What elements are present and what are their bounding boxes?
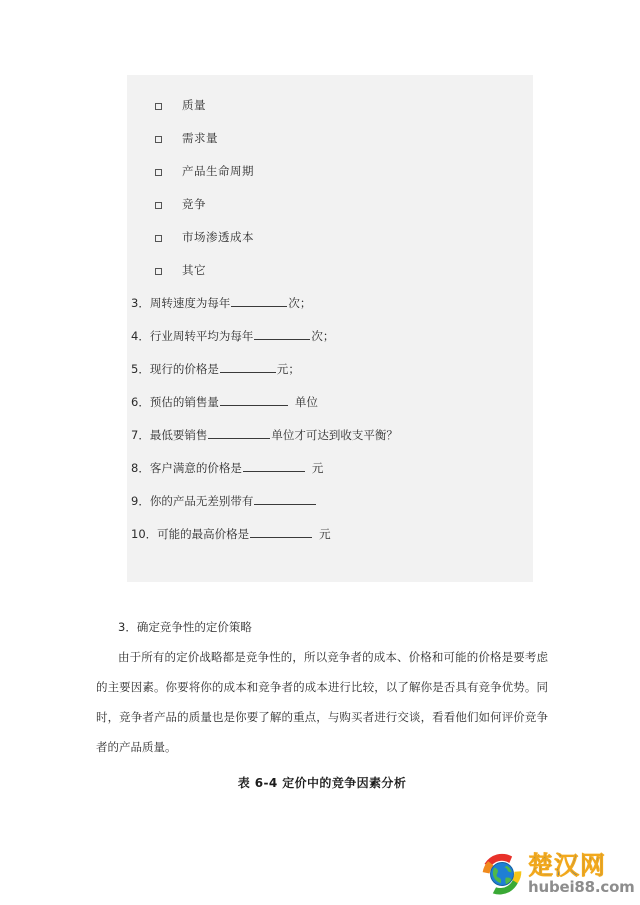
checkbox-square-icon[interactable] xyxy=(155,136,162,143)
list-item xyxy=(127,485,533,518)
question-text-before: 客户满意的价格是 xyxy=(149,461,242,475)
list-item xyxy=(127,122,533,155)
question-text-after: 单位才可达到收支平衡？ xyxy=(271,428,398,442)
list-item xyxy=(127,89,533,122)
checkbox-square-icon[interactable] xyxy=(155,103,162,110)
question-text-before: 现行的价格是 xyxy=(149,362,219,376)
bullet-label: 质量 xyxy=(182,98,206,112)
list-item xyxy=(127,155,533,188)
question-number: 8． xyxy=(131,461,150,475)
question-number: 5． xyxy=(131,362,150,376)
question-number: 4． xyxy=(131,329,150,343)
checkbox-square-icon[interactable] xyxy=(155,202,162,209)
question-text-before: 可能的最高价格是 xyxy=(157,527,250,541)
list-item xyxy=(127,188,533,221)
bullet-label: 产品生命周期 xyxy=(182,164,254,178)
fill-in-blank[interactable] xyxy=(254,327,310,340)
list-item xyxy=(127,518,533,551)
question-text-before: 最低要销售 xyxy=(149,428,208,442)
question-text-after: 元 xyxy=(319,527,331,541)
fill-in-blank[interactable] xyxy=(254,492,316,505)
question-number: 6． xyxy=(131,395,150,409)
list-item xyxy=(127,353,533,386)
checklist-callout-box xyxy=(127,75,533,582)
checkbox-square-icon[interactable] xyxy=(155,169,162,176)
list-item xyxy=(127,287,533,320)
question-text-after: 元 xyxy=(311,461,324,475)
list-item xyxy=(127,221,533,254)
bullet-label: 其它 xyxy=(182,263,206,277)
question-text-after: 元； xyxy=(276,362,300,376)
list-item xyxy=(127,254,533,287)
list-item xyxy=(127,320,533,353)
bullet-label: 市场渗透成本 xyxy=(182,230,254,244)
table-caption: 表 6-4 定价中的竞争因素分析 xyxy=(237,776,407,790)
fill-in-blank[interactable] xyxy=(250,525,312,538)
body-paragraph: 由于所有的定价战略都是竞争性的，所以竞争者的成本、价格和可能的价格是要考虑的主要因素。你要将你的成本和竞争者的成本进行比较，以了解你是否具有竞争优势。同时，竞争者产品的质量也是你要了解的重点，与购买者进行交谈，看看他们如何评价竞争者的产品质量。 xyxy=(96,650,548,754)
bullet-label: 竞争 xyxy=(182,197,206,211)
fill-in-blank[interactable] xyxy=(208,426,270,439)
list-item xyxy=(127,452,533,485)
fill-in-blank[interactable] xyxy=(243,459,305,472)
question-text-before: 行业周转平均为每年 xyxy=(149,329,254,343)
checkbox-square-icon[interactable] xyxy=(155,235,162,242)
checkbox-square-icon[interactable] xyxy=(155,268,162,275)
question-number: 7． xyxy=(131,428,150,442)
question-text-after: 单位 xyxy=(294,395,318,409)
bullet-label: 需求量 xyxy=(182,131,218,145)
list-item xyxy=(127,386,533,419)
question-number: 9． xyxy=(131,494,150,508)
question-text-after: 次； xyxy=(288,296,312,310)
numbered-question-list xyxy=(127,287,533,551)
question-text-before: 预估的销售量 xyxy=(149,395,219,409)
brand-domain: hubei88.com xyxy=(528,878,635,896)
site-watermark xyxy=(479,849,637,899)
brand-name-cn: 楚汉网 xyxy=(528,851,607,880)
watermark-text xyxy=(528,853,635,895)
question-number: 10． xyxy=(131,527,158,541)
list-item xyxy=(127,419,533,452)
section-heading: 3．确定竞争性的定价策略 xyxy=(118,620,252,634)
body-content xyxy=(96,612,548,798)
question-text-before: 周转速度为每年 xyxy=(149,296,231,310)
question-number: 3． xyxy=(131,296,150,310)
fill-in-blank[interactable] xyxy=(231,294,287,307)
fill-in-blank[interactable] xyxy=(220,393,288,406)
factor-bullet-list xyxy=(127,89,533,287)
question-text-after: 次； xyxy=(311,329,335,343)
globe-swoosh-icon xyxy=(479,851,525,897)
question-text-before: 你的产品无差别带有 xyxy=(149,494,254,508)
fill-in-blank[interactable] xyxy=(220,360,276,373)
